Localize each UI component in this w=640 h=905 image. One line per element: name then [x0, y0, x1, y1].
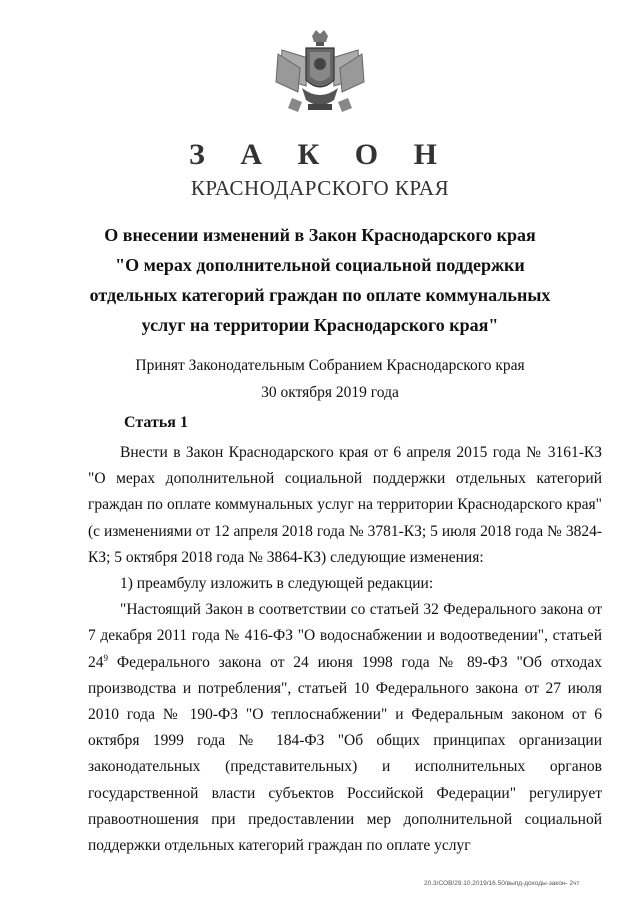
superscript: 9 — [103, 652, 108, 663]
coat-of-arms-icon — [272, 28, 368, 118]
article-title: Статья 1 — [124, 414, 188, 431]
document-code: 20.3/СОВ/29.10.2019/16.50/выпд-доходы-закон- 2чт — [424, 880, 580, 887]
law-heading — [60, 220, 580, 340]
paragraph-text: Федерального закона от 24 июня 1998 года № 89-ФЗ "Об отходах производства и потребления", статьей 10 Федерального закона от 27 июля 2010 года № 190-ФЗ "О теплоснабжении" и Федеральным законом от 6 октября 1999 года № 184-ФЗ "Об общих принципах организации законодательных (представительных) и исполнительных органов государственной власти субъектов Российской Федерации" регулирует правоотношения при предоставлении мер дополнительной социальной поддержки отдельных категорий граждан по оплате услуг — [88, 653, 602, 855]
heading-line: О внесении изменений в Закон Краснодарского края — [104, 225, 536, 245]
article-body — [88, 440, 602, 859]
heading-line: услуг на территории Краснодарского края" — [141, 315, 499, 335]
heading-line: "О мерах дополнительной социальной поддержки — [115, 255, 525, 275]
paragraph — [88, 597, 602, 859]
adoption-note — [60, 352, 600, 406]
document-title: З А К О Н — [189, 138, 451, 171]
adoption-line: Принят Законодательным Собранием Краснодарского края — [135, 357, 525, 374]
paragraph: Внести в Закон Краснодарского края от 6 апреля 2015 года № 3161-КЗ "О мерах дополнительной социальной поддержки отдельных категорий граждан по оплате коммунальных услуг на территории Краснодарского края" (с изменениями от 12 апреля 2018 года № 3781-КЗ; 5 июля 2018 года № 3824-КЗ; 5 октября 2018 года № 3864-КЗ) следующие изменения: — [88, 444, 602, 566]
document-subtitle: КРАСНОДАРСКОГО КРАЯ — [190, 176, 450, 200]
adoption-date: 30 октября 2019 года — [261, 384, 399, 401]
paragraph: 1) преамбулу изложить в следующей редакции: — [120, 575, 434, 593]
heading-line: отдельных категорий граждан по оплате коммунальных — [89, 285, 551, 305]
paragraph-text: "Настоящий Закон в соответствии со статьей 32 Федерального закона от 7 декабря 2011 года № 416-ФЗ "О водоснабжении и водоотведении", статьей 24 — [88, 601, 602, 671]
